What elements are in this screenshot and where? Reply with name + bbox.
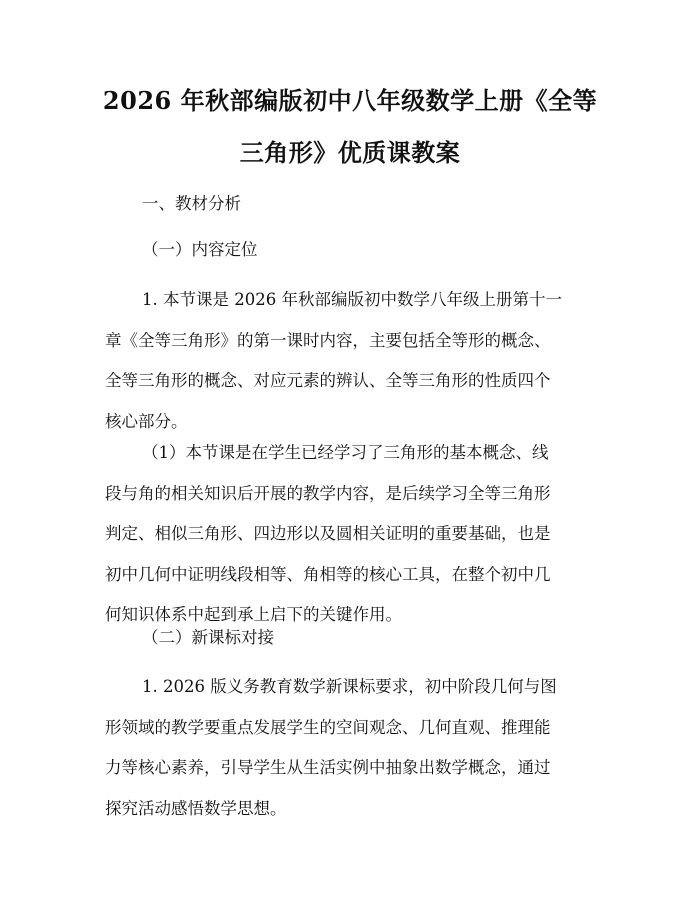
subsection-heading-content-positioning: （一）内容定位 [142, 240, 258, 259]
paragraph-new-curriculum-1 [105, 676, 605, 838]
document-title-line-1: 2026 年秋部编版初中八年级数学上册《全等 [102, 86, 598, 115]
paragraph-line: 初中几何中证明线段相等、角相等的核心工具，在整个初中几 [105, 564, 551, 584]
paragraph-line: （1）本节课是在学生已经学习了三角形的基本概念、线 [142, 443, 549, 462]
paragraph-line: 判定、相似三角形、四边形以及圆相关证明的重要基础，也是 [105, 524, 551, 543]
document-title-line-2: 三角形》优质课教案 [239, 138, 461, 167]
paragraph-line: 形领域的教学要重点发展学生的空间观念、几何直观、推理能 [105, 717, 551, 737]
paragraph-line: 探究活动感悟数学思想。 [105, 798, 287, 818]
paragraph-line: 何知识体系中起到承上启下的关键作用。 [105, 605, 402, 624]
paragraph-line: 1. 本节课是 2026 年秋部编版初中数学八年级上册第十一 [142, 290, 562, 309]
section-heading-teaching-material-analysis: 一、教材分析 [142, 194, 241, 213]
paragraph-content-positioning-sub-1 [105, 442, 605, 645]
paragraph-line: 段与角的相关知识后开展的教学内容，是后续学习全等三角形 [105, 483, 551, 503]
paragraph-line: 力等核心素养，引导学生从生活实例中抽象出数学概念，通过 [105, 758, 551, 777]
paragraph-line: 全等三角形的概念、对应元素的辨认、全等三角形的性质四个 [105, 371, 551, 390]
paragraph-line: 章《全等三角形》的第一课时内容，主要包括全等形的概念、 [105, 330, 551, 350]
paragraph-content-positioning-1 [105, 289, 605, 451]
paragraph-line: 1. 2026 版义务教育数学新课标要求，初中阶段几何与图 [142, 677, 557, 696]
subsection-heading-new-curriculum-alignment: （二）新课标对接 [142, 628, 274, 647]
paragraph-line: 核心部分。 [105, 411, 188, 431]
